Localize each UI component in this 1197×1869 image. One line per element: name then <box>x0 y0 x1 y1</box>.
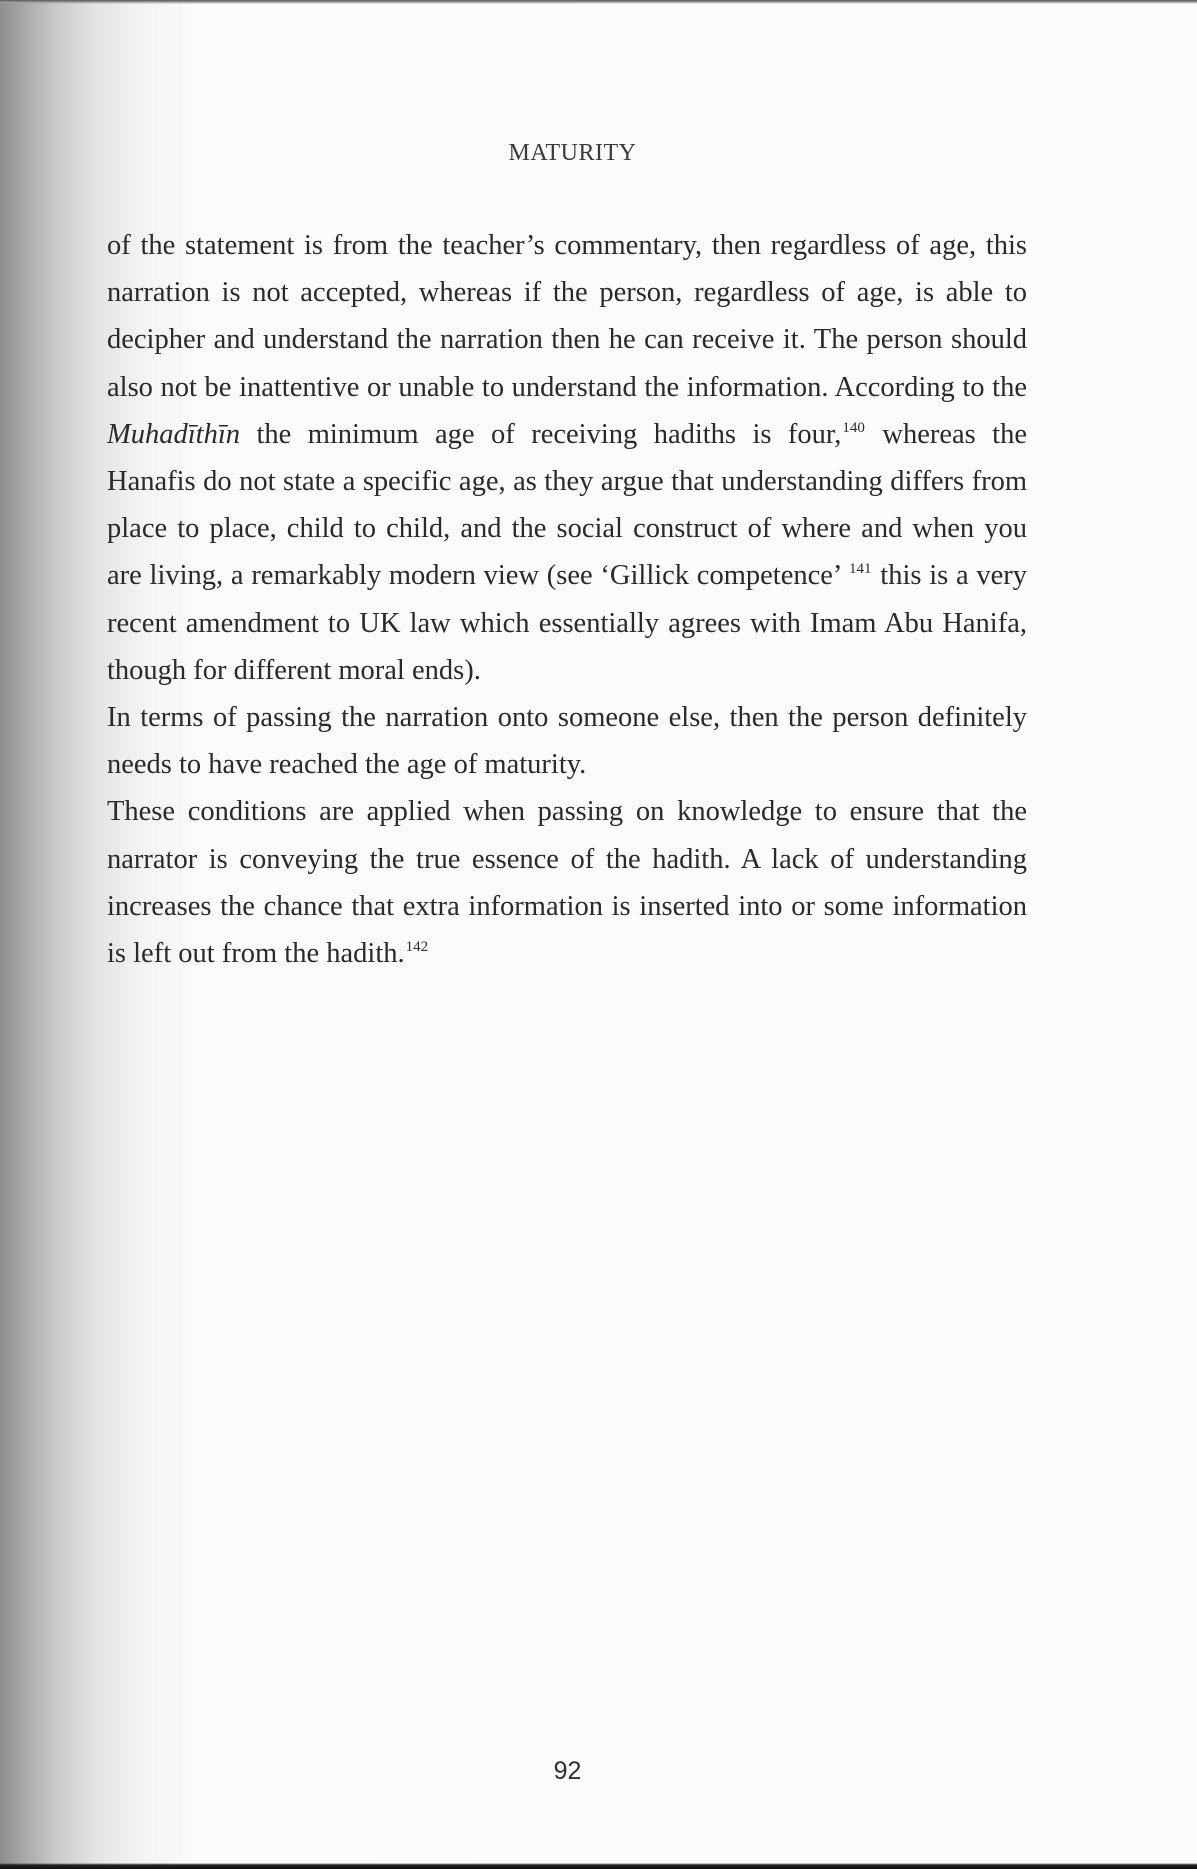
text-segment: These conditions are applied when passing on knowledge to ensure that the narrator is conveying the true essence of the hadith. A lack of understanding increases the chance that extra information is inserted into or some information is left out from the hadith. <box>107 796 1027 970</box>
running-head: MATURITY <box>508 140 637 166</box>
paragraph-3 <box>107 788 1027 977</box>
italic-term: Muhadīthīn <box>107 418 240 450</box>
body-text <box>107 222 1027 977</box>
paragraph-1 <box>107 222 1027 694</box>
text-segment: whereas the Hanafis do not state a specific age, as they argue that understanding differs from place to place, child to child, and the social construct of where and when you are living, a remarkably modern view (see ‘Gillick competence’ <box>107 418 1027 592</box>
footnote-ref: 142 <box>405 939 429 956</box>
page-bottom-edge <box>0 1863 1197 1869</box>
footnote-ref: 141 <box>849 561 872 578</box>
text-segment: this is a very recent amendment to UK law which essentially agrees with Imam Abu Hanifa, though for different moral ends). <box>107 560 1028 686</box>
text-segment: of the statement is from the teacher’s commentary, then regardless of age, this narration is not accepted, whereas if the person, regardless of age, is able to decipher and understand the narration then he can receive it. The person should also not be inattentive or unable to understand the information. According to the <box>107 230 1027 403</box>
page-top-edge <box>0 0 1197 4</box>
footnote-ref: 140 <box>842 419 865 436</box>
text-segment: the minimum age of receiving hadiths is four, <box>240 418 842 450</box>
paragraph-2 <box>107 694 1027 788</box>
text-segment: In terms of passing the narration onto someone else, then the person definitely needs to have reached the age of maturity. <box>107 702 1027 781</box>
page-number: 92 <box>553 1757 582 1785</box>
